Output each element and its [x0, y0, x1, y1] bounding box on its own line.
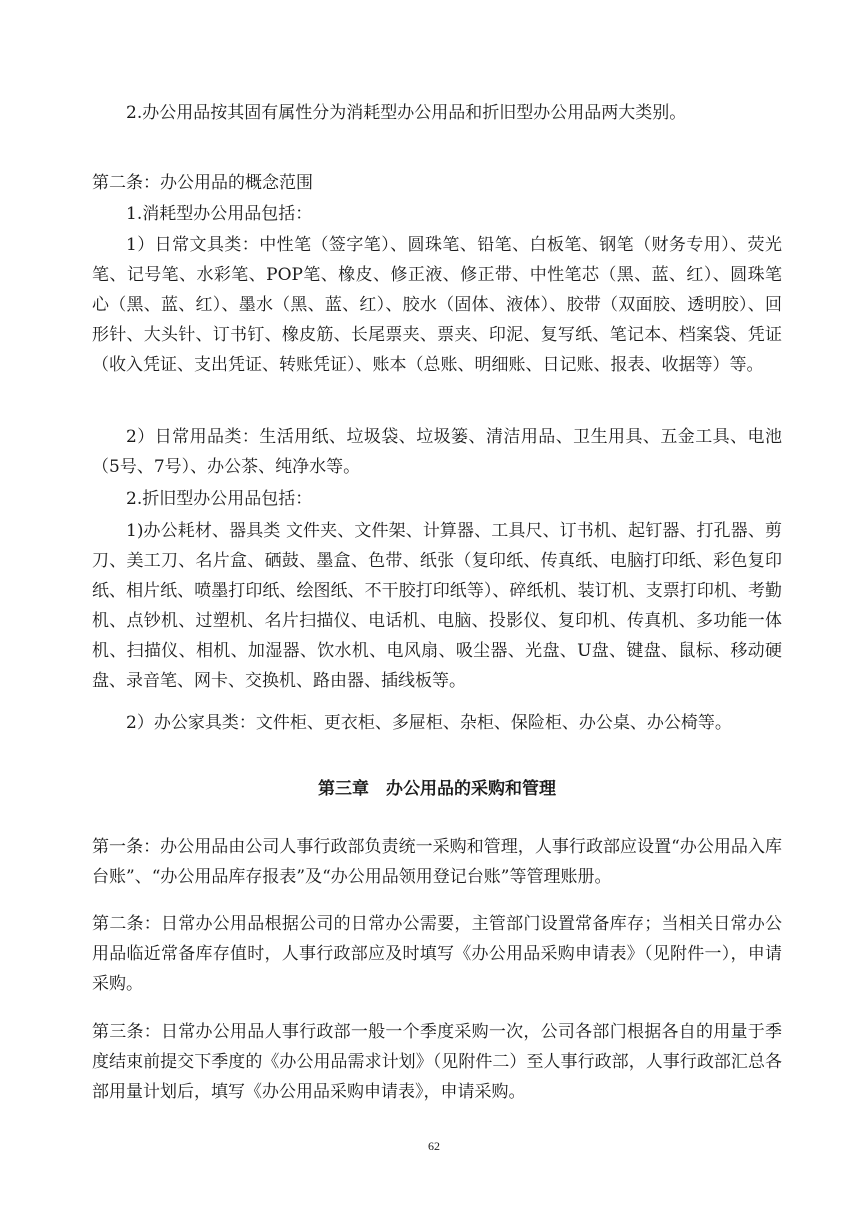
- depreciable-intro: 2.折旧型办公用品包括：: [126, 489, 313, 509]
- chapter3-article-2: 第二条：日常办公用品根据公司的日常办公需要，主管部门设置常备库存；当相关日常办公用品临近常备库存值时，人事行政部应及时填写《办公用品采购申请表》（见附件一），申请采购。: [92, 914, 782, 994]
- consumable-intro: 1.消耗型办公用品包括：: [126, 204, 313, 224]
- chapter3-article-1: 第一条：办公用品由公司人事行政部负责统一采购和管理，人事行政部应设置“办公用品入库台账”、“办公用品库存报表”及“办公用品领用登记台账”等管理账册。: [92, 837, 782, 887]
- page-number: 62: [428, 1139, 440, 1153]
- paragraph-item-2: 2.办公用品按其固有属性分为消耗型办公用品和折旧型办公用品两大类别。: [126, 103, 687, 123]
- daily-goods-list: 2）日常用品类：生活用纸、垃圾袋、垃圾篓、清洁用品、卫生用具、五金工具、电池（5号、7号）、办公茶、纯净水等。: [92, 427, 782, 477]
- chapter3-article-3: 第三条：日常办公用品人事行政部一般一个季度采购一次，公司各部门根据各自的用量于季度结束前提交下季度的《办公用品需求计划》（见附件二）至人事行政部，人事行政部汇总各部用量计划后，填写《办公用品采购申请表》，申请采购。: [92, 1022, 782, 1102]
- article-2-heading: 第二条：办公用品的概念范围: [92, 173, 313, 193]
- furniture-list: 2）办公家具类：文件柜、更衣柜、多屉柜、杂柜、保险柜、办公桌、办公椅等。: [126, 713, 732, 733]
- chapter-title: 第三章 办公用品的采购和管理: [318, 779, 556, 799]
- consumables-equipment-list: 1)办公耗材、器具类 文件夹、文件架、计算器、工具尺、订书机、起钉器、打孔器、剪刀、美工刀、名片盒、硒鼓、墨盒、色带、纸张（复印纸、传真纸、电脑打印纸、彩色复印纸、相片纸、喷墨打印纸、绘图纸、不干胶打印纸等）、碎纸机、装订机、支票打印机、考勤机、点钞机、过塑机、名片扫描仪、电话机、电脑、投影仪、复印机、传真机、多功能一体机、扫描仪、相机、加湿器、饮水机、电风扇、吸尘器、光盘、U盘、键盘、鼠标、移动硬盘、录音笔、网卡、交换机、路由器、插线板等。: [92, 521, 782, 691]
- stationery-list: 1）日常文具类：中性笔（签字笔）、圆珠笔、铅笔、白板笔、钢笔（财务专用）、荧光笔、记号笔、水彩笔、POP笔、橡皮、修正液、修正带、中性笔芯（黑、蓝、红）、圆珠笔心（黑、蓝、红）、墨水（黑、蓝、红）、胶水（固体、液体）、胶带（双面胶、透明胶）、回形针、大头针、订书钉、橡皮筋、长尾票夹、票夹、印泥、复写纸、笔记本、档案袋、凭证（收入凭证、支出凭证、转账凭证）、账本（总账、明细账、日记账、报表、收据等）等。: [92, 235, 782, 375]
